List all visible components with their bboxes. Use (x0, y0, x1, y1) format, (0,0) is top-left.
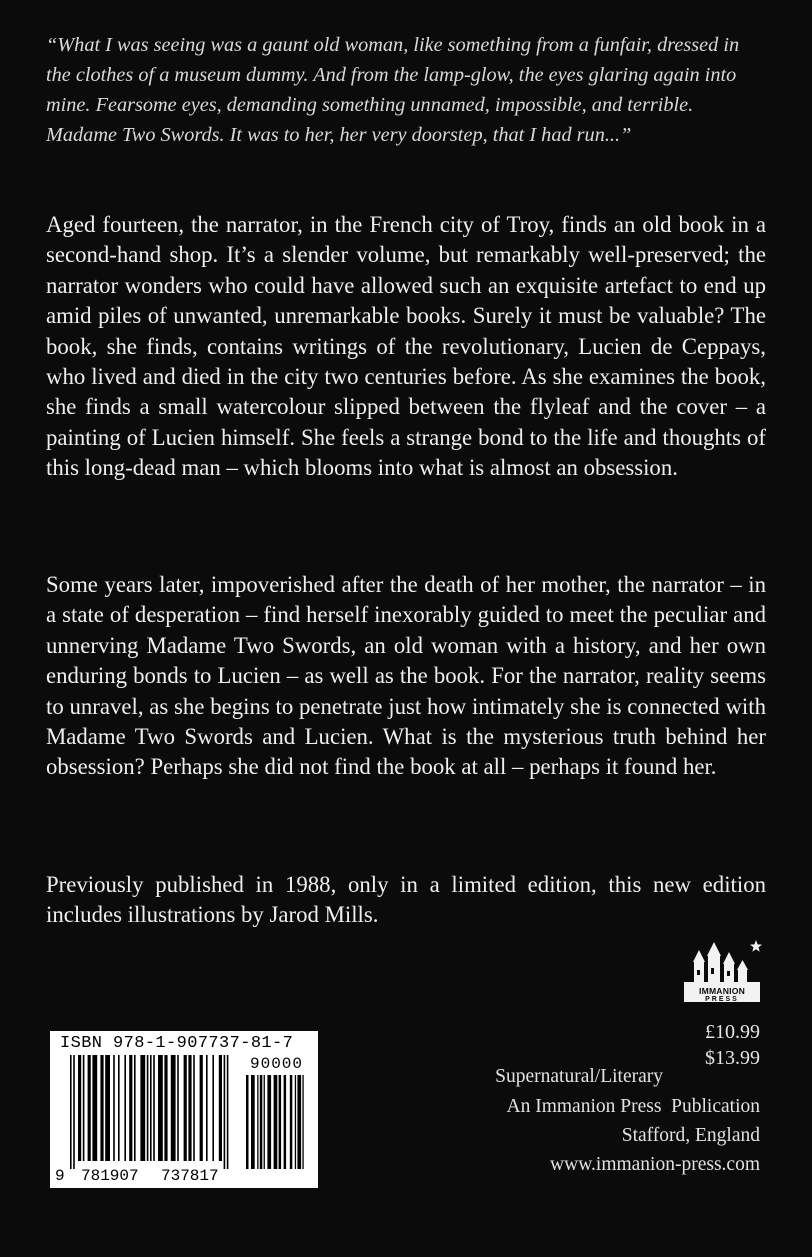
synopsis-paragraph-1: Aged fourteen, the narrator, in the French city of Troy, finds an old book in a second-hand shop. It’s a slender volume, but remarkably well-preserved; the narrator wonders who could have allowed such an exquisite artefact to end up amid piles of unwanted, unremarkable books. Surely it must be valuable? The book, she finds, contains writings of the revolutionary, Lucien de Ceppays, who lived and died in the city two centuries before. As she examines the book, she finds a small watercolour slipped between the flyleaf and the cover – a painting of Lucien himself. She feels a strange bond to the life and thoughts of this long-dead man – which blooms into what is almost an obsession. (46, 212, 766, 481)
barcode-bars-addon (246, 1075, 308, 1169)
barcode (50, 1031, 318, 1188)
synopsis-paragraph-2: Some years later, impoverished after the death of her mother, the narrator – in a state of desperation – find herself inexorably guided to meet the peculiar and unnerving Madame Two Swords, an old woman with a history, and her own enduring bonds to Lucien – as well as the book. For the narrator, reality seems to unravel, as she begins to penetrate just how intimately she is connected with Madame Two Swords and Lucien. What is the mysterious truth behind her obsession? Perhaps she did not find the book at all – perhaps it found her. (46, 572, 766, 780)
barcode-bar (251, 1075, 255, 1169)
price-usd: $13.99 (705, 1047, 760, 1069)
barcode-bar (129, 1055, 132, 1161)
cover-quote: “What I was seeing was a gaunt old woman, like something from a funfair, dressed in the clothes of a museum dummy. And from the lamp-glow, the eyes glaring again into mine. Fearsome eyes, demanding something unnamed, impossible, and terrible. Madame Two Swords. It was to her, her very doorstep, that I had run...” (46, 34, 740, 146)
barcode-bar (78, 1055, 81, 1161)
barcode-bar (297, 1075, 301, 1169)
barcode-bar (140, 1055, 145, 1161)
barcode-bar (118, 1055, 120, 1161)
publisher-website: www.immanion-press.com (550, 1154, 760, 1175)
barcode-bar (73, 1055, 75, 1169)
edition-note: Previously published in 1988, only in a limited edition, this new edition includes illustrations by Jarod Mills. (46, 872, 766, 928)
barcode-bar (177, 1055, 179, 1161)
barcode-bar (274, 1075, 278, 1169)
barcode-bars-main (70, 1055, 240, 1169)
barcode-addon-number: 90000 (250, 1055, 304, 1073)
barcode-bar (100, 1055, 103, 1161)
barcode-bar (267, 1075, 271, 1169)
genre-label: Supernatural/Literary (495, 1066, 663, 1087)
barcode-bar (171, 1055, 176, 1161)
publisher-location: Stafford, England (621, 1125, 760, 1146)
barcode-bar (158, 1055, 163, 1161)
barcode-bar (92, 1055, 97, 1161)
barcode-digit-first: 9 (55, 1167, 65, 1185)
barcode-bar (83, 1055, 85, 1161)
barcode-bar (290, 1075, 293, 1169)
barcode-bar (124, 1055, 126, 1161)
barcode-bar (188, 1055, 191, 1161)
barcode-digits-left: 781907 (81, 1167, 139, 1185)
price-gbp: £10.99 (705, 1021, 760, 1043)
barcode-bar (257, 1075, 258, 1169)
barcode-bar (164, 1055, 167, 1161)
barcode-bar (246, 1075, 249, 1169)
barcode-bar (88, 1055, 91, 1161)
barcode-bar (219, 1055, 222, 1161)
publisher-logo-press: PRESS (705, 996, 739, 1003)
barcode-bar (134, 1055, 136, 1161)
barcode-bar (212, 1055, 214, 1161)
barcode-bar (200, 1055, 203, 1161)
publisher-line: An Immanion Press Publication (506, 1096, 760, 1117)
publisher-logo-name: IMMANION (699, 986, 745, 996)
barcode-bar (264, 1075, 265, 1169)
barcode-bar (206, 1055, 208, 1161)
barcode-bar (227, 1055, 229, 1169)
barcode-bar (113, 1055, 115, 1161)
barcode-digits (54, 1167, 219, 1257)
barcode-bar (260, 1075, 263, 1169)
barcode-bar (153, 1055, 155, 1161)
barcode-bar (184, 1055, 187, 1161)
barcode-bar (193, 1055, 195, 1161)
barcode-bar (105, 1055, 110, 1161)
isbn-number: ISBN 978-1-907737-81-7 (60, 1034, 294, 1053)
barcode-bar (284, 1075, 287, 1169)
barcode-bar (224, 1055, 226, 1169)
barcode-bar (302, 1075, 303, 1169)
barcode-bar (150, 1055, 152, 1161)
barcode-bar (70, 1055, 72, 1169)
barcode-digits-right: 737817 (161, 1167, 219, 1185)
barcode-bar (147, 1055, 149, 1161)
barcode-bar (295, 1075, 296, 1169)
barcode-bar (279, 1075, 282, 1169)
